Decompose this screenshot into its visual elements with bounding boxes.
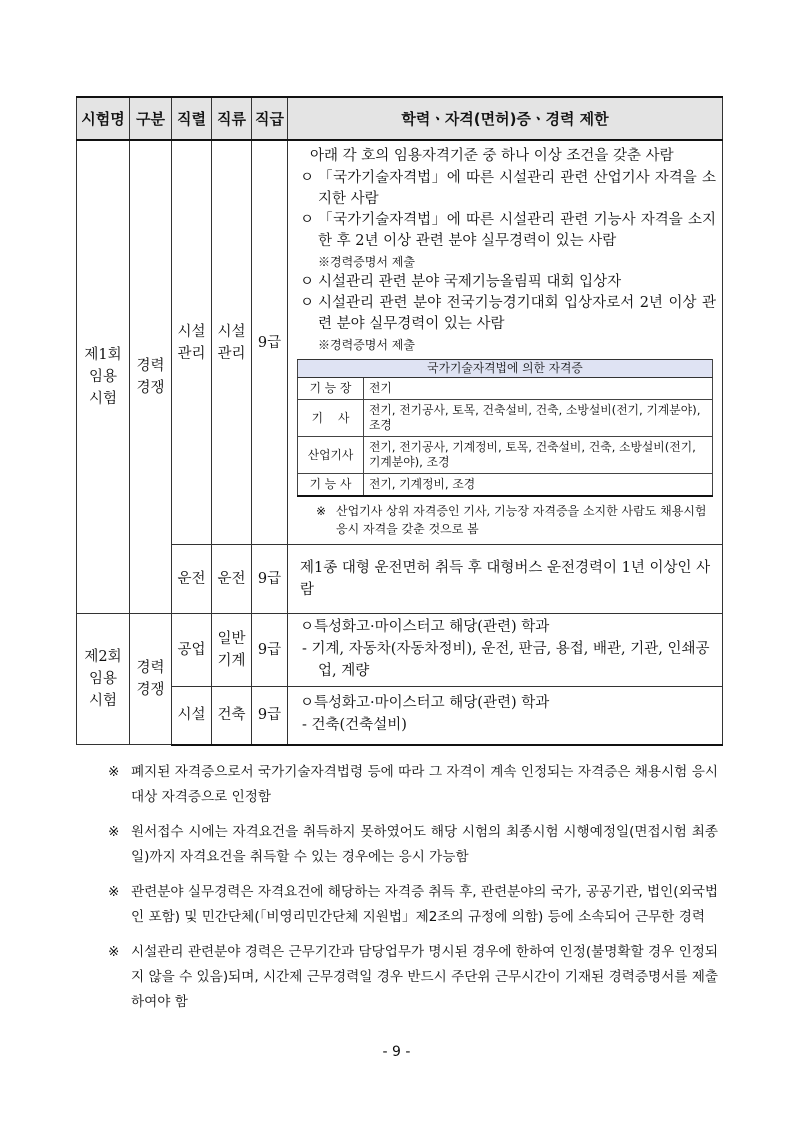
subtable-title: 국가기술자격법에 의한 자격증 <box>298 360 713 378</box>
subtable-label: 기 사 <box>298 400 364 437</box>
certificate-subtable <box>297 359 713 497</box>
table-header-row <box>77 97 723 140</box>
footnote: ※ 시설관리 관련분야 경력은 근무기간과 담당업무가 명시된 경우에 한하여 인정(불명확할 경우 인정되지 않을 수 있음)되며, 시간제 근무경력일 경우 반드시 주단위 근무시간이 기재된 경력증명서를 제출하여야 함 <box>108 944 718 1010</box>
list-item: ㅇ 시설관리 관련 분야 국제기능올림픽 대회 입상자 <box>300 274 622 290</box>
footnote: ※ 원서접수 시에는 자격요건을 취득하지 못하였어도 해당 시험의 최종시험 시행예정일(면접시험 최종일)까지 자격요건을 취득할 수 있는 경우에는 응시 가능함 <box>108 824 718 865</box>
table-row <box>77 545 723 614</box>
exam1-row2-series: 운전 <box>172 545 212 614</box>
subtable-value: 전기, 전기공사, 토목, 건축설비, 건축, 소방설비(전기, 기계분야), 조경 <box>364 400 713 437</box>
cert-note: ※경력증명서 제출 <box>318 255 415 269</box>
exam2-name: 제2회 임용 시험 <box>77 614 130 745</box>
list-item: ㅇ 「국가기술자격법」에 따른 시설관리 관련 기능사 자격을 소지한 후 2년 이상 관련 분야 실무경력이 있는 사람 <box>300 212 716 249</box>
subtable-value: 전기 <box>364 378 713 400</box>
exam1-name: 제1회 임용 시험 <box>77 140 130 614</box>
header-requirements: 학력ㆍ자격(면허)증ㆍ경력 제한 <box>288 97 723 140</box>
exam2-row2-requirements: ㅇ특성화고·마이스터고 해당(관련) 학과 - 건축(건축설비) <box>288 687 723 745</box>
footnote: ※ 관련분야 실무경력은 자격요건에 해당하는 자격증 취득 후, 관련분야의 국가, 공공기관, 법인(외국법인 포함) 및 민간단체(「비영리민간단체 지원법」제2조의 규정에 의함) 등에 소속되어 근무한 경력 <box>108 884 718 925</box>
exam1-row1-grade: 9급 <box>252 140 288 545</box>
exam1-category: 경력 경쟁 <box>130 140 172 614</box>
header-grade: 직급 <box>252 97 288 140</box>
exam1-row1-series: 시설 관리 <box>172 140 212 545</box>
subtable-label: 기 능 장 <box>298 378 364 400</box>
exam1-row1-class: 시설 관리 <box>212 140 252 545</box>
subtable-label: 기 능 사 <box>298 474 364 497</box>
header-exam-name: 시험명 <box>77 97 130 140</box>
exam2-row1-grade: 9급 <box>252 614 288 687</box>
exam2-row2-series: 시설 <box>172 687 212 745</box>
exam1-row2-grade: 9급 <box>252 545 288 614</box>
exam2-row1-series: 공업 <box>172 614 212 687</box>
list-item: ㅇ 「국가기술자격법」에 따른 시설관리 관련 산업기사 자격을 소지한 사람 <box>300 170 716 207</box>
subtable-row <box>298 437 713 474</box>
list-item: ㅇ 시설관리 관련 분야 전국기능경기대회 입상자로서 2년 이상 관련 분야 실무경력이 있는 사람 <box>300 295 716 332</box>
header-series: 직렬 <box>172 97 212 140</box>
qualification-table <box>76 96 723 746</box>
exam1-row2-requirements: 제1종 대형 운전면허 취득 후 대형버스 운전경력이 1년 이상인 사람 <box>288 545 723 614</box>
table-row <box>77 140 723 545</box>
exam2-row2-grade: 9급 <box>252 687 288 745</box>
subtable-row <box>298 400 713 437</box>
requirements-intro: 아래 각 호의 임용자격기준 중 하나 이상 조건을 갖춘 사람 <box>310 148 674 164</box>
exam2-row1-class: 일반 기계 <box>212 614 252 687</box>
exam1-row2-class: 운전 <box>212 545 252 614</box>
exam2-row2-class: 건축 <box>212 687 252 745</box>
header-class: 직류 <box>212 97 252 140</box>
subtable-value: 전기, 전기공사, 기계정비, 토목, 건축설비, 건축, 소방설비(전기, 기계분야), 조경 <box>364 437 713 474</box>
exam1-row1-requirements <box>288 140 723 545</box>
cert-note: ※경력증명서 제출 <box>318 338 415 352</box>
subtable-row <box>298 378 713 400</box>
exam2-row1-requirements: ㅇ특성화고·마이스터고 해당(관련) 학과 - 기계, 자동차(자동차정비), 운전, 판금, 용접, 배관, 기관, 인쇄공업, 계량 <box>288 614 723 687</box>
page-number: - 9 - <box>382 1044 411 1060</box>
footnotes <box>108 760 718 1025</box>
subtable-row <box>298 474 713 497</box>
table-row <box>77 687 723 745</box>
subtable-value: 전기, 기계정비, 조경 <box>364 474 713 497</box>
header-category: 구분 <box>130 97 172 140</box>
table-row <box>77 614 723 687</box>
subtable-note: ※ 산업기사 상위 자격증인 기사, 기능장 자격증을 소지한 사람도 채용시험 응시 자격을 갖춘 것으로 봄 <box>316 504 707 536</box>
exam2-category: 경력 경쟁 <box>130 614 172 745</box>
footnote: ※ 폐지된 자격증으로서 국가기술자격법령 등에 따라 그 자격이 계속 인정되는 자격증은 채용시험 응시대상 자격증으로 인정함 <box>108 764 718 805</box>
subtable-label: 산업기사 <box>298 437 364 474</box>
